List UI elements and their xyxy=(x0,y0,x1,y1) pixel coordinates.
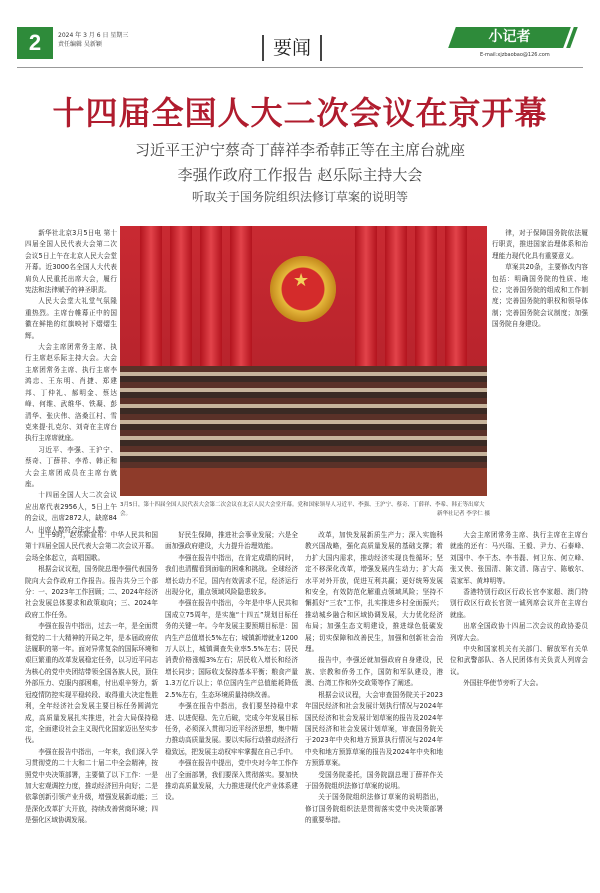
news-photo xyxy=(120,226,487,496)
paragraph: 好民生保障，推进社会事业发展；六是全面加强政府建设，大力提升治理效能。 xyxy=(165,531,298,551)
article-column-1 xyxy=(25,530,158,885)
flag xyxy=(355,226,377,376)
article-column-2 xyxy=(165,530,298,885)
article-column-left xyxy=(25,228,117,534)
caption-text: 3月5日，第十四届全国人民代表大会第二次会议在北京人民大会堂开幕。党和国家领导人习近平、李强、王沪宁、蔡奇、丁薛祥、李希、韩正等出席大会。 xyxy=(120,502,485,517)
paragraph: 新华社北京3月5日电 第十四届全国人民代表大会第二次会议5日上午在北京人民大会堂开幕。近3000名全国人大代表肩负人民重托出席大会，履行宪法和法律赋予的神圣职责。 xyxy=(25,229,117,295)
subhead: 习近平王沪宁蔡奇丁薛祥李希韩正等在主席台就座 xyxy=(134,141,465,159)
header-divider xyxy=(17,67,583,68)
editor: 责任编辑 吴新颖 xyxy=(58,41,102,48)
flag xyxy=(230,226,252,376)
flag xyxy=(385,226,407,376)
stage-front xyxy=(120,468,487,496)
article-column-right-top xyxy=(492,228,588,528)
article-column-3 xyxy=(305,530,443,885)
paragraph: 根据会议议程，大会审查国务院关于2023年国民经济和社会发展计划执行情况与2024年国民经济和社会发展计划草案的报告及2024年国民经济和社会发展计划草案，审查国务院关于2023年中央和地方预算执行情况与2024年中央和地方预算草案的报告及2024年中央和地方预算草案。 xyxy=(305,690,443,768)
paragraph: 中央和国家机关有关部门、解放军有关单位和武警部队、各人民团体有关负责人列席会议。 xyxy=(450,645,588,676)
issue-info xyxy=(58,31,128,49)
headline: 十四届全国人大二次会议在京开幕 xyxy=(52,94,548,132)
paragraph: 大会主席团常务主席、执行主席在主席台就座的还有：马兴瑞、王毅、尹力、石泰峰、刘国中、李干杰、李书磊、何卫东、何立峰、张又侠、张国清、陈文清、陈吉宁、陈敏尔、袁家军、黄坤明等。 xyxy=(450,531,588,585)
paragraph: 李强在报告中指出，过去一年，是全面贯彻党的二十大精神的开局之年，是本届政府依法履职的第一年。面对异常复杂的国际环境和艰巨繁重的改革发展稳定任务，以习近平同志为核心的党中央团结带领全国各族人民，顶住外部压力、克服内部困难，付出艰辛努力，新冠疫情防控实现平稳转段、取得重大决定性胜利，全年经济社会发展主要目标任务圆满完成，高质量发展扎实推进，社会大局保持稳定，全面建设社会主义现代化国家迈出坚实步伐。 xyxy=(25,622,158,745)
flag xyxy=(140,226,162,376)
issue-date: 2024 年 3 月 6 日 星期三 xyxy=(58,32,129,39)
paragraph: 上午9时，赵乐际宣布：中华人民共和国第十四届全国人民代表大会第二次会议开幕。会场全体起立，高唱国歌。 xyxy=(25,531,158,562)
section-title: 要闻 xyxy=(262,35,322,61)
photo-caption xyxy=(120,501,490,519)
paragraph: 大会主席团常务主席、执行主席赵乐际主持大会。大会主席团常务主席、执行主席李鸿忠、王东明、肖捷、郑建邦、丁仲礼、郝明金、蔡达峰、何维、武维华、铁凝、彭清华、张庆伟、洛桑江村、雪克来提·扎克尔、刘奇在主席台执行主席席就座。 xyxy=(25,343,117,443)
paragraph: 根据会议议程，国务院总理李强代表国务院向大会作政府工作报告。报告共分三个部分：一、2023年工作回顾；二、2024年经济社会发展总体要求和政策取向；三、2024年政府工作任务。 xyxy=(25,565,158,619)
paragraph: 出席全国政协十四届二次会议的政协委员列席大会。 xyxy=(450,622,588,642)
paragraph: 外国驻华使节旁听了大会。 xyxy=(463,679,543,688)
paragraph: 报告中，李强还就加强政府自身建设，民族、宗教和侨务工作，国防和军队建设，港澳、台湾工作和外交政策等作了阐述。 xyxy=(305,656,443,688)
national-emblem: ★ xyxy=(270,256,336,322)
paragraph: 关于国务院组织法修订草案的说明指出，修订国务院组织法是贯彻落实党中央决策部署的重要举措。 xyxy=(305,793,443,825)
paragraph: 习近平、李强、王沪宁、蔡奇、丁薛祥、李希、韩正和大会主席团成员在主席台就座。 xyxy=(25,445,117,488)
article-column-4 xyxy=(450,530,588,885)
paragraph: 李强在报告中指出，一年来，我们深入学习贯彻党的二十大和二十届二中全会精神，按照党中央决策部署，主要做了以下工作：一是加大宏观调控力度，推动经济回升向好；二是依靠创新引领产业升级，增强发展新动能；三是深化改革扩大开放，持续改善营商环境；四是强化区域协调发展。 xyxy=(25,747,158,825)
paragraph: 草案共20条，主要修改内容包括：明确国务院的性质、地位；完善国务院的组成和工作制度；完善国务院的职权和领导体制；完善国务院会议制度；加强国务院自身建设。 xyxy=(492,263,588,329)
logo xyxy=(448,27,571,48)
flag xyxy=(445,226,467,376)
paragraph: 律，对于保障国务院依法履行职责，推进国家治理体系和治理能力现代化具有重要意义。 xyxy=(492,229,588,260)
flag xyxy=(170,226,192,376)
paragraph: 李强在报告中指出，我们要坚持稳中求进、以进促稳、先立后破，完成今年发展目标任务，必须深入贯彻习近平经济思想，集中精力推动高质量发展。要以实际行动推动经济行稳致远，把发展主动权牢牢掌握在自己手中。 xyxy=(165,702,298,756)
subhead: 听取关于国务院组织法修订草案的说明等 xyxy=(191,190,408,204)
flag xyxy=(415,226,437,376)
paragraph: 李强在报告中指出，在肯定成绩的同时，我们也清醒看到面临的困难和挑战。全球经济增长动力不足，国内有效需求不足，经济运行出现分化，重点领域风险隐患较多。 xyxy=(165,553,298,597)
paragraph: 香港特别行政区行政长官李家超、澳门特别行政区行政长官贺一诚列席会议并在主席台就座。 xyxy=(450,588,588,619)
paragraph: 改革，加快发展新质生产力；深入实施科教兴国战略，强化高质量发展的基础支撑；着力扩大国内需求，推动经济实现良性循环；坚定不移深化改革，增强发展内生动力；扩大高水平对外开放，促进互利共赢；更好统筹发展和安全，有效防范化解重点领域风险；坚持不懈抓好“三农”工作，扎实推进乡村全面振兴；推动城乡融合和区域协调发展，大力优化经济布局；加强生态文明建设，推进绿色低碳发展；切实保障和改善民生，加强和创新社会治理。 xyxy=(305,531,443,654)
photo-credit: 新华社记者 李学仁 摄 xyxy=(437,511,490,517)
paragraph: 李强在报告中指出，今年是中华人民共和国成立75周年，是实施“十四五”规划目标任务的关键一年。今年发展主要预期目标是：国内生产总值增长5%左右；城镇新增就业1200万人以上，城镇调查失业率5.5%左右；居民消费价格涨幅3%左右；居民收入增长和经济增长同步；国际收支保持基本平衡；粮食产量1.3万亿斤以上；单位国内生产总值能耗降低2.5%左右，生态环境质量持续改善。 xyxy=(165,599,298,699)
contact-email: E-mail:xjzbaobao@126.com xyxy=(480,52,550,58)
flag xyxy=(200,226,222,376)
subhead: 李强作政府工作报告 赵乐际主持大会 xyxy=(177,166,423,184)
paragraph: 李强在报告中提出，党中央对今年工作作出了全面部署，我们要深入贯彻落实。要加快推动高质量发展，大力推进现代化产业体系建设。 xyxy=(165,759,298,802)
paragraph: 十四届全国人大二次会议应出席代表2956人，5日上午的会议，出席2872人，缺席84人，出席人数符合法定人数。 xyxy=(25,491,117,534)
logo-text: 小记者 xyxy=(488,29,531,45)
paragraph: 人民大会堂大礼堂气氛隆重热烈。主席台帷幕正中的国徽在鲜艳的红旗映衬下熠熠生辉。 xyxy=(25,297,117,340)
page-number: 2 xyxy=(17,27,53,59)
paragraph: 受国务院委托，国务院副总理丁薛祥作关于国务院组织法修订草案的说明。 xyxy=(305,770,443,790)
